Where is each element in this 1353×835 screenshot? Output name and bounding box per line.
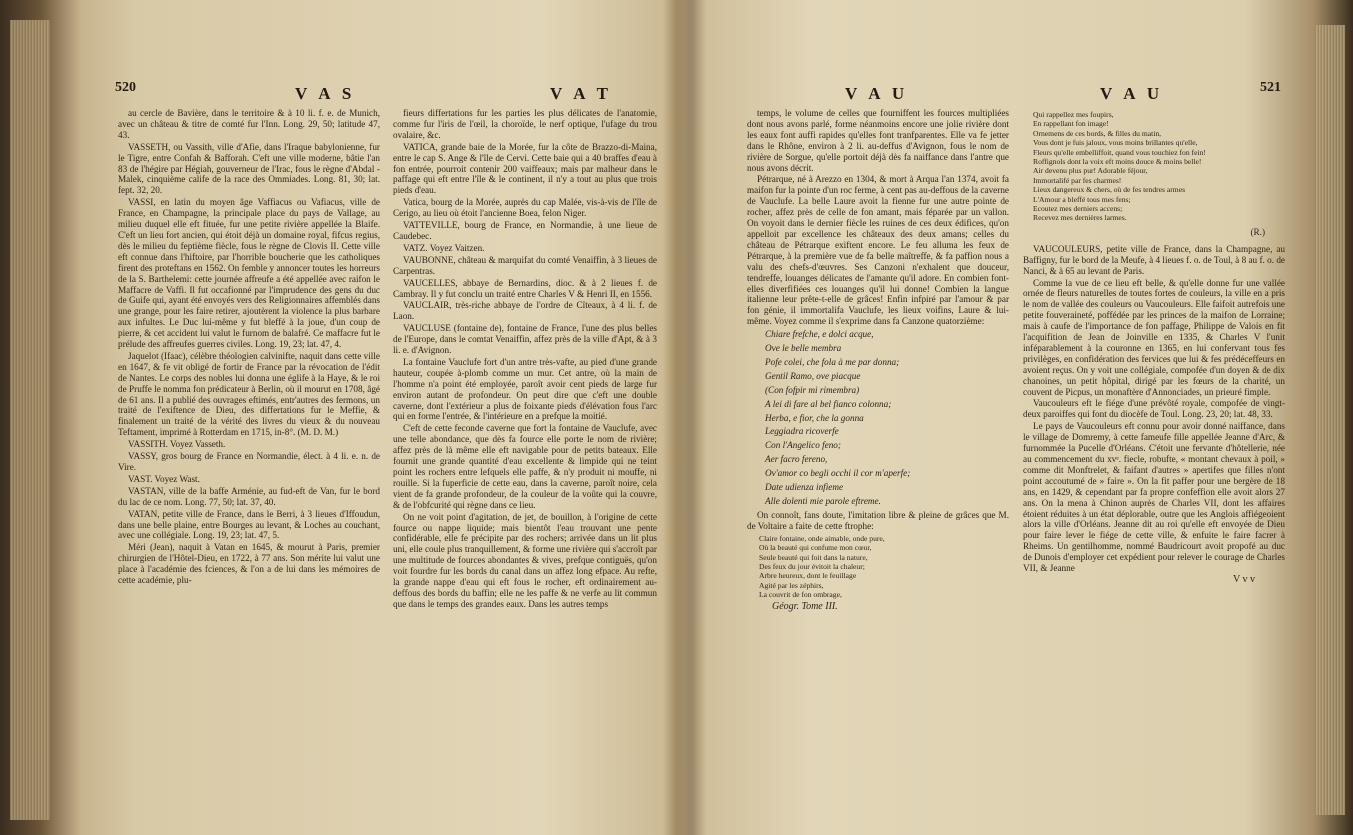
paragraph: VATAN, petite ville de France, dans le Berri, à 3 lieues d'Iffoudun, dans une belle plaine, entre Bourges au levant, & Loches au couchant, avec une collégiale. Long. 19, 23; lat. 47, 5. [118,508,380,541]
page-edges-right [1315,25,1345,815]
paragraph: Vatica, bourg de la Morée, auprès du cap Malée, vis-à-vis de l'île de Cerigo, au lieu où étoit l'ancienne Boea, felon Niger. [393,197,657,219]
paragraph: au cercle de Bavière, dans le territoire & à 10 li. f. e. de Munich, avec un château & titre de comté fur l'Inn. Long. 29, 50; latitude 47, 43. [118,108,380,140]
paragraph: VATICA, grande baie de la Morée, fur la côte de Brazzo-di-Maina, entre le cap S. Ange & l'île de Cervi. Cette baie qui a 40 braffes d'eau à fon entrée, pourroit contenir 200 vaiffeaux; mais par malheur dans le paffage qui eft entre l'île & le continent, il n'y a tout au plus que trois pieds d'eau. [393,141,657,196]
page-number-right: 521 [1260,80,1281,95]
verse-line: Air devenu plus pur! Adorable féjour, [1033,166,1148,176]
paragraph: VATTEVILLE, bourg de France, en Normandie, à une lieue de Caudebec. [393,220,657,241]
paragraph: Le pays de Vaucouleurs eft connu pour avoir donné naiffance, dans le village de Domremy, à cette fameufe fille appellée Jeanne d'Arc, & furnommée la Pucelle d'Orléans. C'étoit une fervante d'hôtellerie, née au commencement du xvᵉ. fiecle, robufte, « montant chevaux à poil, » comme dit Monftrelet, & faifant d'autres » apertifes que filles n'ont point accoutumé de » faire ». On la fit paffer pour une bergère de 18 ans, en 1429, & cependant par fa propre confeffion elle avoit alors 27 ans. On la mena à Chinon auprès de Charles VII, dont les affaires étoient réduites à un état déplorable, outre que les Anglois affiégeoient alors la ville d'Orléans. Jeanne dit au roi qu'elle eft envoyée de Dieu pour faire lever le fiége de cette ville, & enfuite le faire facrer à Rheims. Un gentilhomme, nommé Baudricourt avoit propofé au duc de Dunois d'employer cet expédient pour relever le courage de Charles VII, & Jeanne [1023,421,1285,574]
verse-line: Ecoutez mes derniers accens; [1033,204,1123,214]
paragraph: VASTAN, ville de la baffe Arménie, au fud-eft de Van, fur le bord du lac de ce nom. Long. 77, 50; lat. 37, 40. [118,485,380,507]
left-page [60,18,685,818]
verse-line: Date udienza infieme [765,482,844,493]
paragraph: Méri (Jean), naquit à Vatan en 1645, & mourut à Paris, premier chirurgien de l'Hôtel-Dieu, en 1722, à 77 ans. Son mérite lui valut une place à l'académie des fciences, & l'on a de lui dans les mémoires de cette académie, plu- [118,542,380,586]
author-attribution: (R.) [1250,226,1265,237]
verse-line: Gentil Ramo, ove piacque [765,370,861,381]
verse-line: Pofe colei, che fola à me par donna; [765,356,900,367]
verse-line: Roffignols dont la voix eft moins douce & moins belle! [1033,157,1202,167]
verse-line: Fleurs qu'elle embelliffoit, quand vous touchiez fon fein! [1033,147,1206,157]
signature-mark: V v v [1232,573,1255,585]
paragraph: Jaquelot (Ifaac), célèbre théologien calvinifte, naquit dans cette ville en 1647, & fe vit obligé de fortir de France par la révocation de l'édit de Nantes. Le corps des nobles lui donna une églife à la Haye, & le roi de Pruffe le nomma fon prédicateur à Berlin, où il mourut en 1708, âgé de 61 ans. Il a publié des ouvrages eftimés, entr'autres des fermons, un traité de l'exiftence de Dieu, des differtations fur le Meffie, & finalement un traité de la vérité des livres du vieux & du nouveau Teftament, imprimé à Rotterdam en 1715, in-8°. (M. D. M.) [118,350,380,438]
verse-line: Alle dolenti mie parole eftreme. [765,496,881,506]
paragraph: On connoît, fans doute, l'imitation libre & pleine de grâces que M. de Voltaire a faite de cette ftrophe: [747,509,1009,531]
french-verse [759,534,1009,600]
verse-line: Aer facro fereno, [765,454,828,465]
right-page-column-1 [747,108,1009,612]
verse-line: Recevez mes dernières larmes. [1033,213,1127,223]
verse-line: Herba, e fior, che la gonna [765,412,864,423]
verse-line: Arbre heureux, dont le feuillage [759,571,857,581]
verse-line: Vous dont je fuis jaloux, vous moins brillantes qu'elle, [1033,138,1198,148]
paragraph: La fontaine Vauclufe fort d'un antre très-vafte, au pied d'une grande hauteur, coupée à-plomb comme un mur. Cet antre, où la main de l'homme n'a point été employée, paroît avoir cent pieds de large fur environ autant de profondeur. On peut dire que c'eft une double caverne, dont l'extérieur a plus de foixante pieds d'élévation fous l'arc qui en forme l'entrée, & l'intérieure en a prefque la moitié. [393,356,657,422]
paragraph: VAST. Voyez Wast. [128,473,200,484]
left-page-column-1 [118,108,380,587]
paragraph: VAUCLAIR, très-riche abbaye de l'ordre de Cîteaux, à 4 li. f. de Laon. [393,300,657,322]
verse-line: Con l'Angelico feno; [765,440,841,451]
verse-line: Claire fontaine, onde aimable, onde pure, [759,533,885,543]
paragraph: VAUCELLES, abbaye de Bernardins, dioc. & à 2 lieues f. de Cambray. Il y fut conclu un traité entre Charles V & Henri II, en 1556. [393,277,657,299]
paragraph: Comme la vue de ce lieu eft belle, & qu'elle donne fur une vallée ornée de fleurs naturelles de toutes fortes de couleurs, la ville en a pris le nom de vallée des couleurs ou Vaucouleurs. Elle faifoit autrefois une petite fouveraineté, poffédée par les princes de la maifon de Lorraine; mais à caufe de l'importance de fon paffage, Philippe de Valois en fit l'acquifition de Jean de Joinville en 1335, & Charles V l'unit inféparablement à la couronne en 1365, en lui confervant tous fes privilèges, en confidération des fervices que lui & fes prédéceffeurs en avoient reçus. On y voit une collégiale, compofée d'un doyen & de dix chanoines, un petit hôpital, dirigé par les fœurs de la charité, un couvent de Picpus, un monaftère d'Annonciades, un prieuré fimple. [1023,277,1285,397]
verse-line: Ove le belle membra [765,343,842,354]
paragraph: temps, le volume de celles que fourniffent les fources multipliées dont nous avons parlé, forme néanmoins encore une jolie rivière dont les eaux font auffi rapides qu'elles font tranfparentes. Elle va fe jetter dans le Rhône, environ à 2 li. au-deffus d'Avignon, fous le nom de rivière de Sorgue, qu'elle portoit déjà dès fa naiffance dans l'antre que nous avons décrit. [747,108,1009,173]
paragraph: VASSITH. Voyez Vasseth. [128,439,226,450]
verse-line: Ornemens de ces bords, & filles du matin, [1033,128,1162,138]
french-verse-continued [1033,110,1285,223]
running-head-left-1: V A S [295,84,356,103]
paragraph: VAUCOULEURS, petite ville de France, dans la Champagne, au Baffigny, fur le bord de la Meufe, à 4 lieues f. o. de Toul, à 8 au f. o. de Nanci, & à 65 au levant de Paris. [1023,243,1285,276]
paragraph: VAUCLUSE (fontaine de), fontaine de France, l'une des plus belles de l'Europe, dans le comtat Venaiffin, affez près de la ville d'Apt, & à 3 li. e. d'Avignon. [393,323,657,356]
running-head-right-1: V A U [845,84,909,103]
paragraph: Pétrarque, né à Arezzo en 1304, & mort à Arqua l'an 1374, avoit fa maifon fur la pointe d'un roc ferme, à cent pas au-deffous de la caverne de Vauclufe. La belle Laure avoit la fienne fur une autre pointe de rocher, affez près de celle de fon amant, mais féparée par un vallon. On voyoit dans le dernier fiècle les ruines de ces deux édifices, qu'on appelloit par excellence les châteaux des deux amans; celles du château de Pétrarque exiftent encore. Le feu alluma les feux de Pétrarque, à la première vue de fa belle maîtreffe, & fa paffion nous a valu des chefs-d'œuvres. Ses Canzoni n'exhalent que douceur, tendreffe, louanges délicates de l'amante qu'il adore. En combien font-elles diverfifiées ces louanges qu'il lui donne! Combien la langue italienne leur prête-t-elle de grâces! Enfin infpiré par l'amour & par fon génie, il immortalifa Vauclufe, les lieux voifins, Laure & lui-même. Voyez comme il s'exprime dans fa Canzone quatorzième: [747,174,1009,327]
paragraph: VASSETH, ou Vassith, ville d'Afie, dans l'Iraque babylonienne, fur le Tigre, entre Confah & Bafforah. C'eft une ville moderne, bâtie l'an 83 de l'hégire par Hégiah, gouverneur de l'Irac, fous le règne d'Abdal - Malek, cinquième calife de la race des Ommiades. Long. 81, 30; lat. fept. 32, 20. [118,141,380,196]
paragraph: VAUBONNE, château & marquifat du comté Venaiffin, à 3 lieues de Carpentras. [393,254,657,276]
verse-line: Chiare frefche, e dolci acque, [765,329,874,340]
right-page-column-2 [1023,108,1285,586]
volume-signature: Géogr. Tome III. [772,600,838,612]
paragraph: Vaucouleurs eft le fiége d'une prévôté royale, compofée de vingt-deux paroiffes qui font du diocèfe de Toul. Long. 23, 20; lat. 48, 33. [1023,398,1285,420]
running-head-right-2: V A U [1100,84,1164,103]
left-page-column-2 [393,108,657,611]
running-head-left-2: V A T [550,84,612,103]
italian-verse [765,329,1009,507]
verse-line: Leggiadra ricoverfe [765,426,839,437]
verse-line: Ov'amor co begli occhi il cor m'aperfe; [765,468,911,479]
verse-line: L'Amour a bleffé tous mes fens; [1033,194,1131,204]
verse-line: Où la beauté qui confume mon cœur, [759,543,872,553]
verse-line: Agité par les zéphirs, [759,580,824,590]
verse-line: Lieux dangereux & chers, où de fes tendres armes [1033,185,1186,195]
right-page [705,18,1315,818]
verse-line: A lei di fare al bel fianco colonna; [765,398,892,409]
paragraph: VATZ. Voyez Vaitzen. [403,242,485,253]
verse-line: Qui rappellez mes foupirs, [1033,110,1114,119]
verse-line: Des feux du jour évitoit la chaleur; [759,561,865,571]
paragraph: VASSI, en latin du moyen âge Vaffiacus ou Vafiacus, ville de France, en Champagne, la principale place du pays de Vallage, au milieu duquel elle eft fituée, fur une petite rivière appellée la Blaife. C'eft un lieu fort ancien, qui étoit déjà un domaine royal, fifcus regius, dès le milieu du feptième fiècle, fous le règne de Clovis II. Cette ville eft connue dans l'hiftoire, par l'horrible boucherie que les catholiques firent des proteftans en 1562. On femble y annoncer toutes les horreurs de la S. Barthelemi: cette journée affreufe a été appellée avec raifon le Maffacre de Vaffi. Il fut occafionné par l'imprudence des gens du duc de Guife qui, ayant été envoyés vers des Religionnaires affemblés dans une grange, pour les faire retirer, ajoutèrent la violence la plus barbare aux infultes. Le Duc lui-même y fut bleffé à la joue, d'un coup de pierre, & cet accident lui valut le furnom de balafré. Ce maffacre fut le prélude des affreufes guerres civiles. Long. 19, 23; lat. 47, 4. [118,197,380,350]
paragraph: C'eft de cette feconde caverne que fort la fontaine de Vauclufe, avec une telle abondance, que dès fa fource elle porte le nom de rivière; affez près de là même elle eft navigable pour de petits bateaux. Elle fournit une grande quantité d'eau excellente & limpide qui ne teint point les rochers entre lefquels elle paffe, & n'y produit ni mouffe, ni rouille. Si la fuperficie de cette eau, dans la caverne, paroît noire, cela vient de fa grande profondeur, de la couleur de la voûte qui la couvre, & de l'obfcurité qui règne dans ce lieu. [393,423,657,510]
verse-line: (Con fofpir mi rimembra) [765,384,860,395]
verse-line: Seule beauté qui foit dans la nature, [759,552,868,562]
page-edges-left [10,20,50,820]
verse-line: La couvrit de fon ombrage, [759,590,842,600]
paragraph: On ne voit point d'agitation, de jet, de bouillon, à l'origine de cette fource ou nappe liquide; mais bientôt l'eau trouvant une pente confidérable, elle fe précipite par des rochers; arrivée dans un lit plus uni, elle coule plus tranquillement, & forme une rivière qui s'accroît par une multitude de fources abondantes & vives, prefque contiguës, qu'on voit fourdre fur les bords du canal dans un affez long efpace. Au refte, la grande nappe d'eau qui eft fous le rocher, eft ordinairement au-deffous des bords du baffin; elle ne les paffe & ne verfe au lit commun que dans le temps des grandes eaux. Dans les autres temps [393,511,657,609]
paragraph: fieurs differtations fur les parties les plus délicates de l'anatomie, comme fur l'iris de l'œil, la choroïde, le nerf optique, l'ufage du trou ovalaire, &c. [393,108,657,140]
verse-line: En rappellant fon image! [1033,119,1109,129]
paragraph: VASSY, gros bourg de France en Normandie, élect. à 4 li. e. n. de Vire. [118,451,380,472]
verse-line: Immortalifé par fes charmes! [1033,175,1122,185]
page-number-left: 520 [115,80,136,95]
